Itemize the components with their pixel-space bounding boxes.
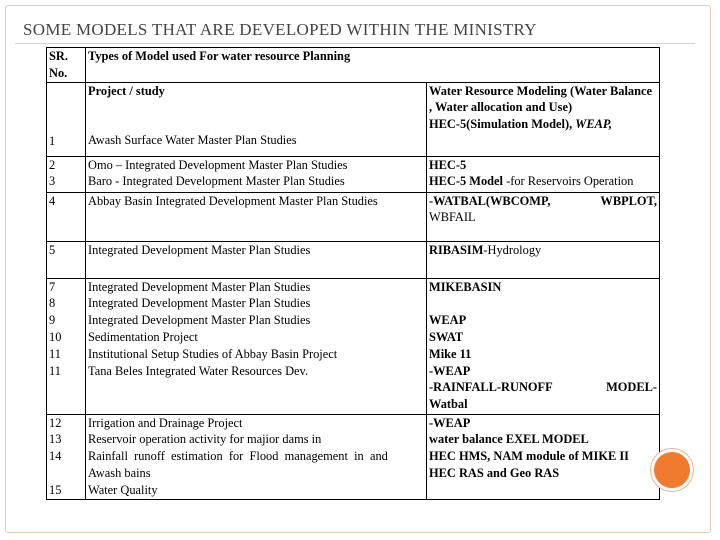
orange-circle-decoration [651, 449, 693, 491]
table-header-row [47, 48, 660, 83]
row-4-project: Abbay Basin Integrated Development Master Plan Studies [86, 192, 427, 241]
row-5-project: Integrated Development Master Plan Studies [86, 241, 427, 278]
row-5-sr: 5 [47, 241, 86, 278]
title-divider [15, 43, 695, 44]
group-1-sr: 7 8 9 10 11 11 [47, 278, 86, 414]
group-2-sr: 12 13 14 15 [47, 414, 86, 499]
slide-title: SOME MODELS THAT ARE DEVELOPED WITHIN THE MINISTRY [23, 20, 537, 39]
table-row [47, 192, 660, 241]
header-sr: SR. No. [47, 48, 86, 83]
row-2-3-model: HEC-5 HEC-5 Model -for Reservoirs Operation [427, 156, 660, 192]
header-project: Project / study [88, 83, 165, 98]
row-1-project-text: Awash Surface Water Master Plan Studies [88, 133, 297, 148]
group-2-projects: Irrigation and Drainage Project Reservoir operation activity for majior dams in Rainfall runoff estimation for Flood management in and Awash bains Water Quality [86, 414, 427, 499]
row-1-model [427, 82, 660, 156]
models-table [46, 47, 660, 500]
row-4-sr: 4 [47, 192, 86, 241]
table-row [47, 278, 660, 414]
row-2-3-sr: 2 3 [47, 156, 86, 192]
header-types: Types of Model used For water resource Planning [86, 48, 660, 83]
row-4-model: -WATBAL(WBCOMP, WBPLOT, WBFAIL [427, 192, 660, 241]
row-5-model: RIBASIM-Hydrology [427, 241, 660, 278]
header-model: Water Resource Modeling (Water Balance , Water allocation and Use) [429, 83, 652, 115]
group-1-models: MIKEBASIN WEAP SWAT Mike 11 -WEAP -RAINFALL-RUNOFF MODEL- Watbal [427, 278, 660, 414]
table-row [47, 414, 660, 499]
row-1-project [86, 82, 427, 156]
table-row [47, 156, 660, 192]
table-row [47, 241, 660, 278]
group-2-models: -WEAP water balance EXEL MODEL HEC HMS, NAM module of MIKE II HEC RAS and Geo RAS [427, 414, 660, 499]
row-1-model-text: HEC-5(Simulation Model), WEAP, [429, 117, 612, 132]
row-2-3-project: Omo – Integrated Development Master Plan Studies Baro - Integrated Development Master Plan Studies [86, 156, 427, 192]
group-1-projects: Integrated Development Master Plan Studies Integrated Development Master Plan Studies Integrated Development Master Plan Studies Sedimentation Project Institutional Setup Studies of Abbay Basin Project Tana Beles Integrated Water Resources Dev. [86, 278, 427, 414]
table-row [47, 82, 660, 156]
row-1-sr: 1 [47, 82, 86, 156]
